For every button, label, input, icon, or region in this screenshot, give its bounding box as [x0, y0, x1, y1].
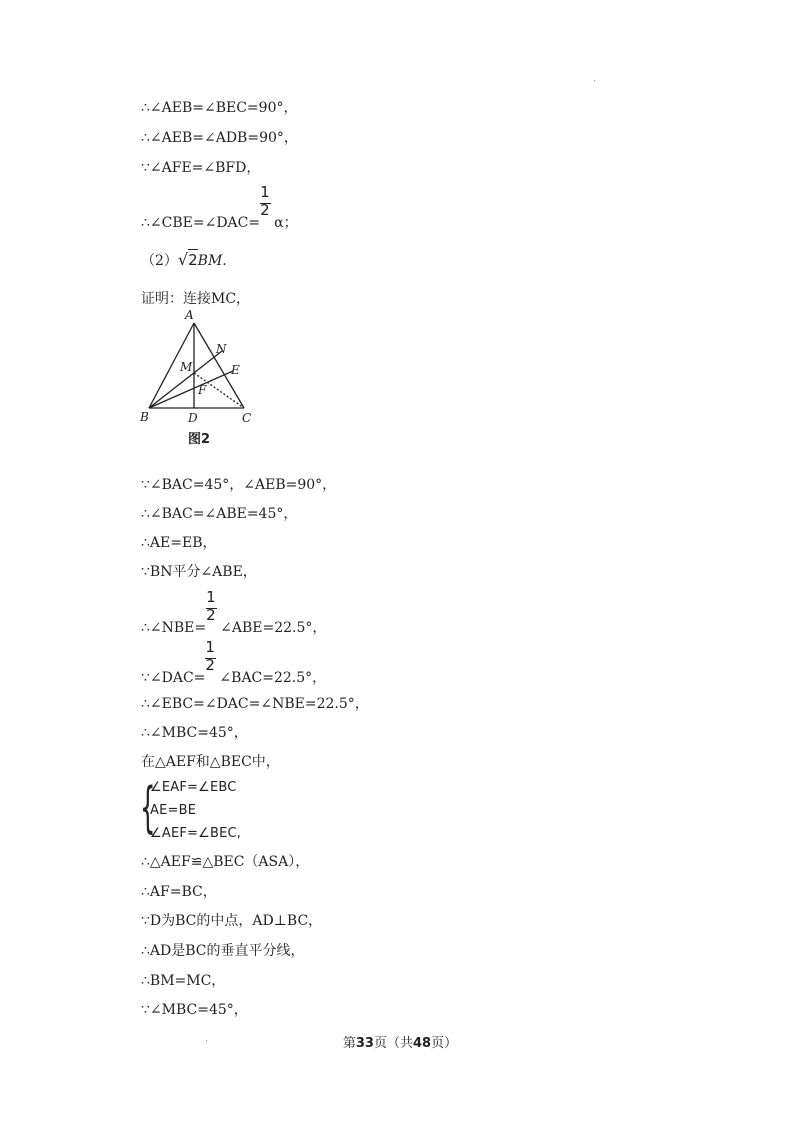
system-line-3: ∠AEF=∠BEC, [150, 826, 242, 841]
figure-caption: 图2 [188, 432, 211, 447]
fraction-numerator: 1 [260, 183, 270, 201]
proof-line-10: ∵BN平分∠ABE， [141, 564, 257, 580]
proof-line-2: ∴∠AEB=∠ADB=90°， [141, 130, 298, 146]
fraction-half [260, 183, 274, 227]
label-F: F [198, 383, 207, 397]
label-C: C [242, 411, 252, 425]
proof-line-15: 在△AEF和△BEC中， [141, 754, 280, 770]
text-segment: （2） [141, 253, 178, 269]
proof-line-6: 证明：连接MC， [141, 291, 251, 307]
system-line-1: ∠EAF=∠EBC [150, 780, 237, 795]
proof-line-11 [141, 588, 327, 637]
proof-line-14: ∴∠MBC=45°， [141, 725, 248, 741]
proof-line-16: ∴△AEF≌△BEC（ASA）， [141, 854, 310, 870]
proof-line-21: ∵∠MBC=45°， [141, 1002, 248, 1018]
sqrt-symbol: √ [177, 250, 189, 269]
text-segment: ∴∠NBE= [141, 620, 207, 636]
label-E: E [231, 363, 240, 377]
proof-line-7: ∵∠BAC=45°，∠AEB=90°， [141, 477, 337, 493]
fraction-denominator: 2 [260, 201, 270, 219]
fraction-denominator: 2 [206, 606, 216, 624]
proof-line-13: ∴∠EBC=∠DAC=∠NBE=22.5°， [141, 696, 369, 712]
page-total: 48 [413, 1036, 432, 1051]
fraction-half [205, 638, 219, 682]
label-M: M [180, 360, 193, 374]
system-line-2: AE=BE [150, 803, 197, 818]
page-footer [0, 1032, 800, 1051]
sqrt-radicand: 2 [188, 251, 198, 269]
footer-text: 页（共 [373, 1036, 413, 1051]
text-segment: BM. [197, 253, 227, 269]
fraction-numerator: 1 [206, 588, 216, 606]
label-B: B [140, 410, 149, 424]
proof-line-19: ∴AD是BC的垂直平分线， [141, 943, 305, 959]
text-segment: ∠BAC=22.5°， [219, 670, 327, 686]
proof-line-1: ∴∠AEB=∠BEC=90°， [141, 100, 298, 116]
text-segment: ∴∠CBE=∠DAC= [141, 215, 261, 231]
proof-line-18: ∵D为BC的中点，AD⊥BC， [141, 913, 323, 929]
proof-line-8: ∴∠BAC=∠ABE=45°， [141, 506, 298, 522]
proof-line-20: ∴BM=MC， [141, 973, 226, 989]
figure-labels [138, 308, 263, 428]
proof-line-12 [141, 638, 327, 687]
label-N: N [216, 342, 227, 356]
fraction-half [206, 588, 220, 632]
proof-line-4 [141, 183, 298, 232]
proof-line-17: ∴AF=BC， [141, 884, 217, 900]
proof-line-3: ∵∠AFE=∠BFD， [141, 160, 261, 176]
label-D: D [188, 411, 198, 425]
system-brace: { [140, 776, 156, 839]
label-A: A [185, 308, 194, 322]
footer-text: 第 [342, 1036, 356, 1051]
fraction-denominator: 2 [205, 656, 215, 674]
text-segment: α； [274, 215, 298, 231]
page-number: 33 [355, 1036, 374, 1051]
text-segment: ∠ABE=22.5°， [220, 620, 327, 636]
text-segment: ∵∠DAC= [141, 670, 206, 686]
proof-line-9: ∴AE=EB， [141, 535, 217, 551]
footer-text: 页） [431, 1036, 458, 1051]
proof-line-5 [141, 251, 227, 270]
fraction-numerator: 1 [205, 638, 215, 656]
stray-mark [594, 80, 595, 81]
